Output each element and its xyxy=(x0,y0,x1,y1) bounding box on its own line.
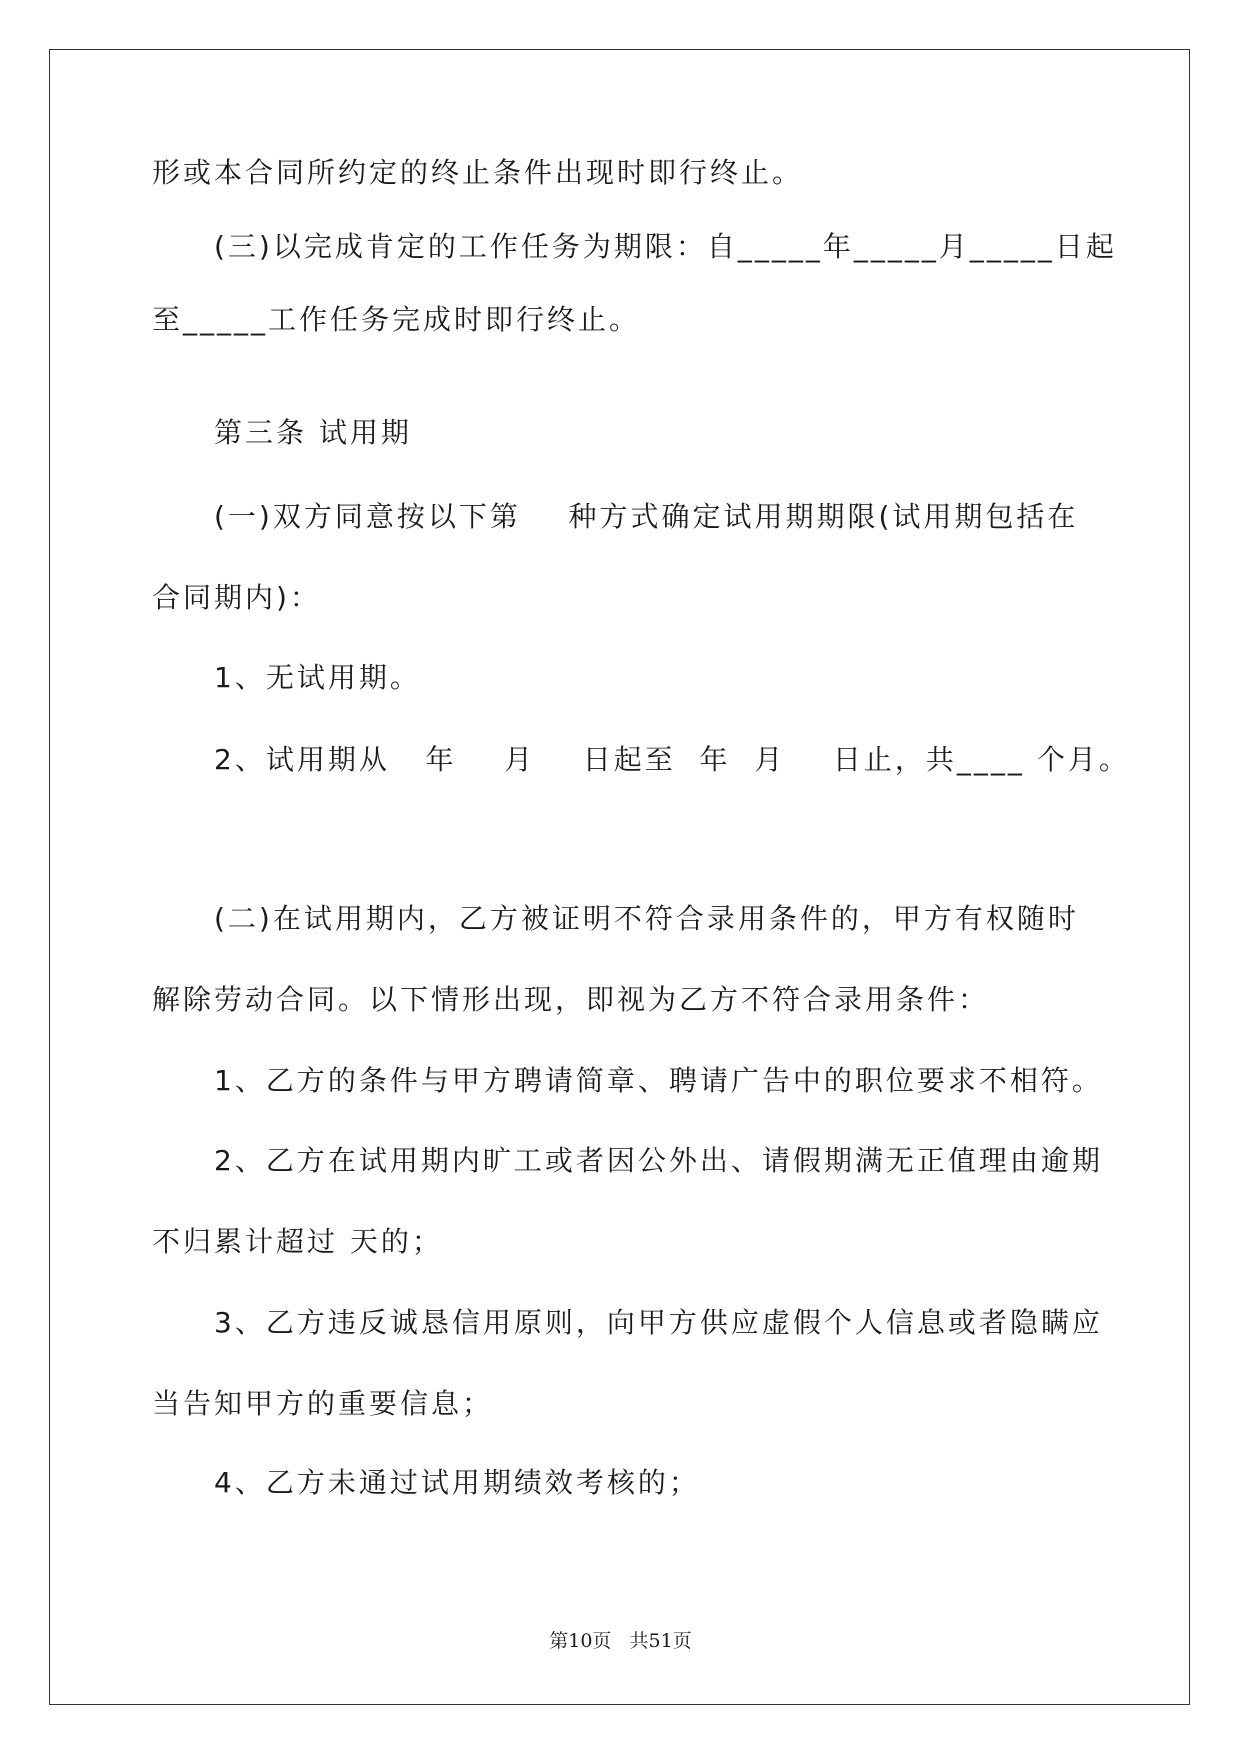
text-line-16: 4、乙方未通过试用期绩效考核的； xyxy=(214,1466,700,1499)
text-line-10: 解除劳动合同。以下情形出现，即视为乙方不符合录用条件： xyxy=(152,983,990,1016)
text-line-7: 1、无试用期。 xyxy=(214,661,421,694)
text-line-6: 合同期内)： xyxy=(152,581,321,614)
page-footer: 第10页 共51页 xyxy=(549,1630,692,1652)
text-line-5: (一)双方同意按以下第 种方式确定试用期期限(试用期包括在 xyxy=(214,500,1079,533)
text-line-3: 至_____工作任务完成时即行终止。 xyxy=(152,303,641,336)
section-heading-article-3: 第三条 试用期 xyxy=(214,416,412,449)
text-line-15: 当告知甲方的重要信息； xyxy=(152,1387,494,1420)
text-line-2: (三)以完成肯定的工作任务为期限：自_____年_____月_____日起 xyxy=(214,230,1117,263)
text-line-14: 3、乙方违反诚恳信用原则，向甲方供应虚假个人信息或者隐瞒应 xyxy=(214,1306,1103,1339)
text-line-8: 2、试用期从 年 月 日起至 年 月 日止，共____ 个月。 xyxy=(214,743,1130,776)
text-line-12: 2、乙方在试用期内旷工或者因公外出、请假期满无正值理由逾期 xyxy=(214,1144,1103,1177)
page-border xyxy=(49,49,1190,1705)
text-line-9: (二)在试用期内，乙方被证明不符合录用条件的，甲方有权随时 xyxy=(214,902,1079,935)
text-line-1: 形或本合同所约定的终止条件出现时即行终止。 xyxy=(152,156,804,189)
text-line-11: 1、乙方的条件与甲方聘请简章、聘请广告中的职位要求不相符。 xyxy=(214,1064,1103,1097)
text-line-13: 不归累计超过 天的； xyxy=(152,1225,443,1258)
